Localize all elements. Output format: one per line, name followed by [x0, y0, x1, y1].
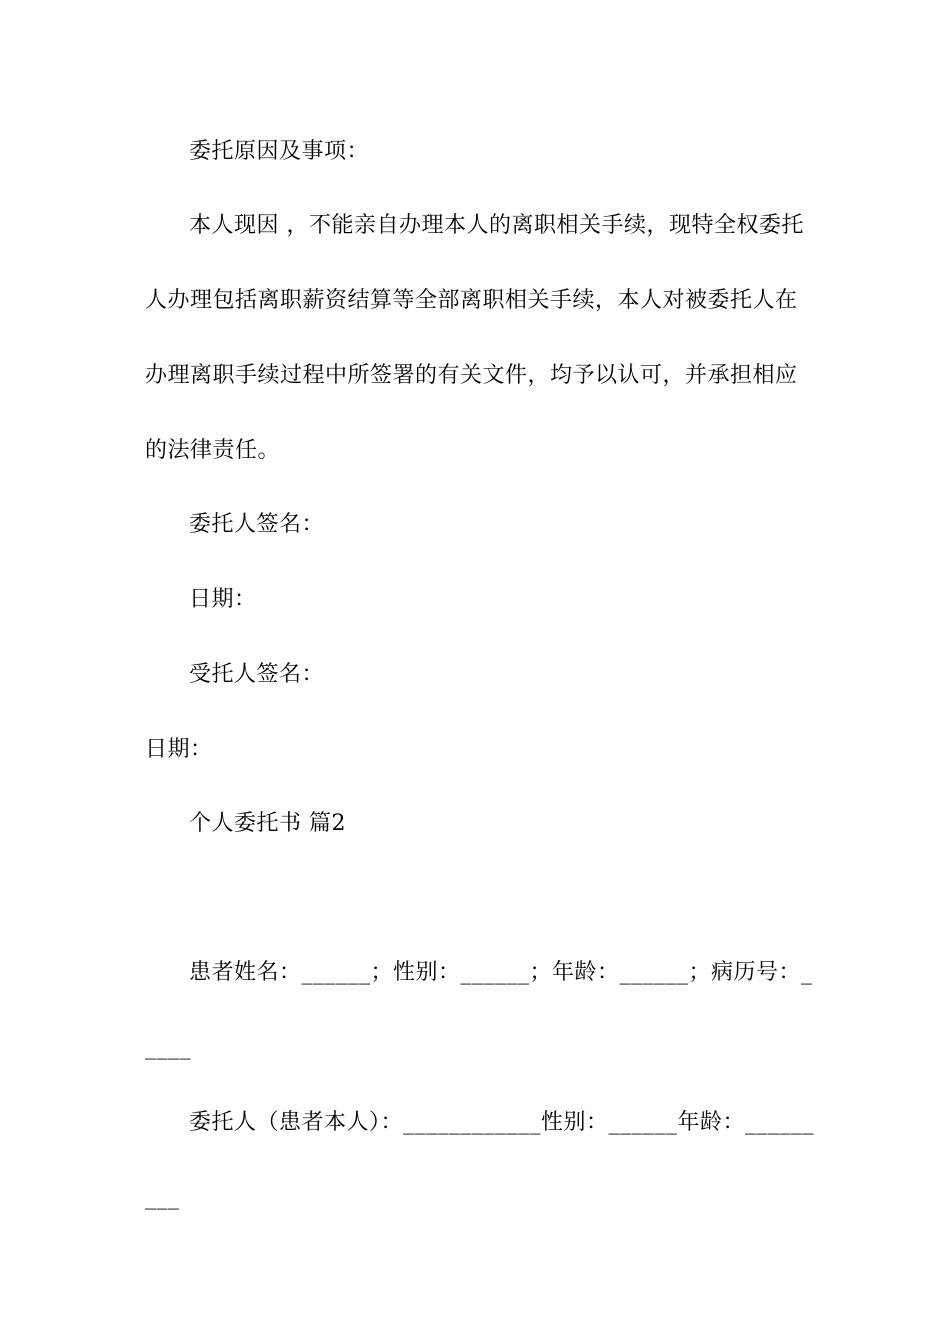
principal-info-line: ___	[145, 1185, 180, 1210]
date-label: 日期：	[145, 737, 213, 762]
paragraph-line: 本人现因 ，不能亲自办理本人的离职相关手续，现特全权委托	[189, 213, 804, 238]
date-label: 日期：	[189, 587, 257, 612]
principal-info-line: 委托人（患者本人）：____________性别：______年龄：______	[189, 1110, 815, 1135]
document-title: 个人委托书 篇2	[189, 811, 346, 836]
principal-signature-label: 委托人签名：	[189, 512, 325, 537]
paragraph-line: 办理离职手续过程中所签署的有关文件，均予以认可，并承担相应	[145, 363, 798, 388]
agent-signature-label: 受托人签名：	[189, 662, 325, 687]
patient-info-line: ____	[145, 1035, 191, 1060]
paragraph-line: 人办理包括离职薪资结算等全部离职相关手续，本人对被委托人在	[145, 288, 798, 313]
paragraph-line: 的法律责任。	[145, 438, 281, 463]
patient-info-line: 患者姓名：______；性别：______；年龄：______；病历号：_	[189, 960, 813, 985]
section-heading: 委托原因及事项：	[189, 139, 370, 164]
